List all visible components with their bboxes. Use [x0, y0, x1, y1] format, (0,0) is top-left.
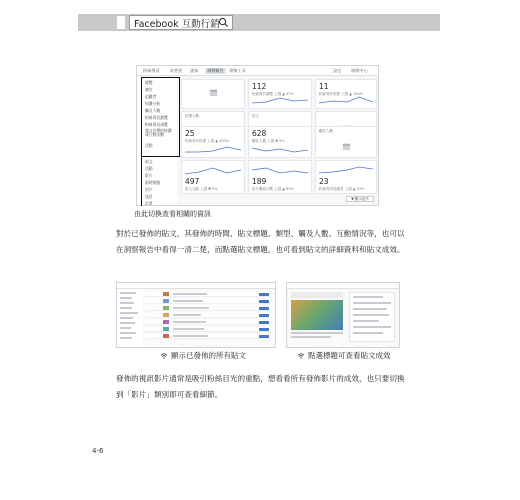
sidebar-item: 貼文	[145, 159, 153, 164]
search-icon	[218, 17, 229, 28]
sidebar-item: 訊息	[145, 194, 153, 199]
stat-label: 按讚人數	[185, 114, 199, 118]
stat-card	[181, 126, 245, 158]
sparkline	[252, 144, 308, 154]
sparkline	[319, 164, 373, 176]
stat-label: 影片觀看次數 上週 ▲ 63%	[252, 187, 294, 191]
sparkline	[185, 164, 241, 176]
wifi-icon	[297, 353, 305, 359]
body-paragraph: 發佈的視訊影片通常是吸引粉絲目光的重點，想看看所有發佈影片的成效，也只要切換到「影片」類別即可查看細節。	[116, 374, 405, 399]
wifi-icon	[160, 353, 168, 359]
page-number: 4-6	[92, 447, 104, 455]
stat-number: 112	[252, 82, 267, 91]
mini-caption-left	[160, 350, 246, 361]
post-stats-panel	[349, 292, 395, 342]
sparkline	[185, 144, 241, 154]
show-more-button: ▼ 顯示更多	[346, 196, 374, 202]
mini-caption-right-text: 點選標題可查看貼文成效	[308, 351, 391, 360]
sidebar-highlight-box	[141, 77, 180, 157]
chapter-title-box	[129, 15, 233, 30]
sidebar-item: 總覽	[145, 80, 153, 85]
stat-number: 23	[319, 177, 329, 186]
stat-number: 497	[185, 177, 200, 186]
tab-notifications: 通知	[190, 68, 199, 73]
sidebar-item: 影片	[145, 173, 153, 178]
sidebar-item: 追蹤者	[145, 94, 157, 99]
tab-insights: 洞察報告	[207, 68, 224, 73]
mini-sidebar	[117, 289, 143, 347]
tab-settings: 設定	[333, 68, 342, 73]
stat-card	[315, 79, 377, 109]
screenshot-caption: 由此切換查看相關的資訊	[134, 210, 211, 218]
tab-publishing-tools: 發佈工具	[229, 68, 246, 73]
stat-card	[248, 79, 312, 109]
post-text-line	[291, 332, 343, 334]
stat-label: 粉絲專頁預覽 上週 ▲ 100%	[319, 92, 364, 96]
post-detail-screenshot	[286, 282, 400, 348]
stat-number: 189	[252, 177, 267, 186]
stat-label: 貼文	[252, 114, 259, 118]
sidebar-item: 發文宣傳的按讚或行動次數	[145, 128, 172, 138]
calendar-icon	[209, 88, 218, 97]
header-badge	[117, 16, 125, 29]
sparkline	[319, 95, 373, 105]
body-paragraph: 對於已發佈的貼文，其發佈的時間、貼文標題、類型、觸及人數、互動情況等，也可以在洞察報告中看得一清二楚，而點選貼文標題，也可看到貼文的詳細資料和貼文成效。	[116, 229, 405, 254]
insights-screenshot	[136, 65, 379, 206]
sidebar-item: 觸及人數	[145, 108, 161, 113]
chapter-title: Facebook 互動行銷	[134, 18, 220, 30]
tab-page: 粉絲專頁	[143, 68, 160, 73]
stat-card	[248, 126, 312, 158]
mini-top-nav	[287, 283, 399, 289]
sidebar-item: 活動	[145, 166, 153, 171]
sidebar-item: 訂單	[145, 201, 153, 206]
sparkline	[252, 164, 308, 176]
tab-inbox: 收件匣	[170, 68, 183, 73]
stat-number: 628	[252, 129, 267, 138]
stat-label: 粉絲專頁的讚 上週 ▲ 400%	[185, 139, 230, 143]
sidebar-item: 活動	[145, 143, 153, 148]
sidebar-item: 限時動態	[145, 180, 161, 185]
mini-caption-right	[297, 350, 391, 361]
sidebar-item: 粉絲專頁預覽	[145, 122, 168, 127]
sidebar-item: 廣告	[145, 87, 153, 92]
sidebar-item: 粉絲專頁瀏覽	[145, 115, 168, 120]
sidebar-item: 按讚分析	[145, 101, 161, 106]
sparkline	[252, 95, 308, 105]
stat-label: 貼文互動 上週 ▼ 5%	[185, 187, 218, 191]
stat-number: 11	[319, 82, 329, 91]
screenshot-top-nav	[137, 66, 379, 76]
stat-card	[315, 160, 377, 194]
stat-label: 粉絲專頁瀏覽 上週 ▲ 47%	[252, 92, 294, 96]
stat-label: 觸及人數 上週 ▼ 4%	[252, 139, 285, 143]
calendar-icon	[342, 142, 351, 151]
stat-card	[248, 160, 312, 194]
stat-number: 25	[185, 129, 195, 138]
post-image	[291, 300, 343, 330]
sidebar-item: 用戶	[145, 187, 153, 192]
tab-help: 說明中心	[351, 68, 368, 73]
posts-list-screenshot	[116, 282, 276, 348]
stat-card	[315, 126, 377, 158]
stat-card-blank	[181, 79, 245, 109]
post-header	[291, 292, 343, 298]
stat-card	[181, 160, 245, 194]
post-text-line	[291, 336, 331, 338]
stat-label: 粉絲專頁追蹤者 上週 ▲ 33%	[319, 187, 365, 191]
callout-pointer-line	[141, 156, 142, 206]
stat-label: 觸及人數	[319, 129, 333, 133]
mini-caption-left-text: 顯示已發佈的所有貼文	[171, 351, 246, 360]
